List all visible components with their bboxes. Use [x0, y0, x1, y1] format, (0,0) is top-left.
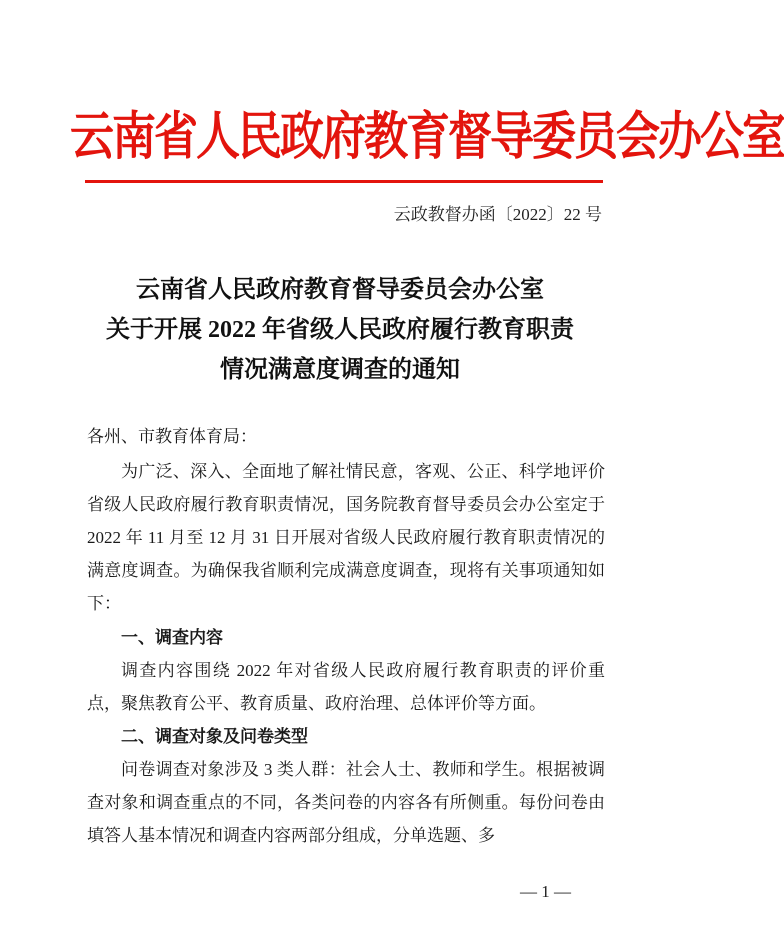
section-heading-1: 一、调查内容: [121, 628, 223, 647]
section-heading-2: 二、调查对象及问卷类型: [121, 727, 308, 746]
salutation: 各州、市教育体育局：: [87, 427, 257, 446]
notice-title-line-2: 关于开展 2022 年省级人民政府履行教育职责: [106, 317, 574, 343]
notice-title-line-1: 云南省人民政府教育督导委员会办公室: [136, 277, 544, 303]
paragraph-survey-targets: 问卷调查对象涉及 3 类人群：社会人士、教师和学生。根据被调查对象和调查重点的不同，各类问卷的内容各有所侧重。每份问卷由填答人基本情况和调查内容两部分组成，分单选题、多: [87, 760, 605, 845]
notice-title-line-3: 情况满意度调查的通知: [220, 357, 460, 383]
letterhead-org-name: 云南省人民政府教育督导委员会办公室: [70, 108, 784, 166]
document-number: 云政教督办函〔2022〕22 号: [393, 205, 602, 224]
letterhead-red-rule: [85, 180, 603, 183]
paragraph-intro: 为广泛、深入、全面地了解社情民意，客观、公正、科学地评价省级人民政府履行教育职责情况，国务院教育督导委员会办公室定于 2022 年 11 月至 12 月 31 日开展对省级人民政府履行教育职责情况的满意度调查。为确保我省顺利完成满意度调查，现将有关事项通知如下：: [87, 462, 605, 613]
paragraph-survey-content: 调查内容围绕 2022 年对省级人民政府履行教育职责的评价重点，聚焦教育公平、教育质量、政府治理、总体评价等方面。: [87, 661, 605, 713]
page-number: — 1 —: [520, 882, 571, 901]
notice-title: [60, 270, 620, 390]
